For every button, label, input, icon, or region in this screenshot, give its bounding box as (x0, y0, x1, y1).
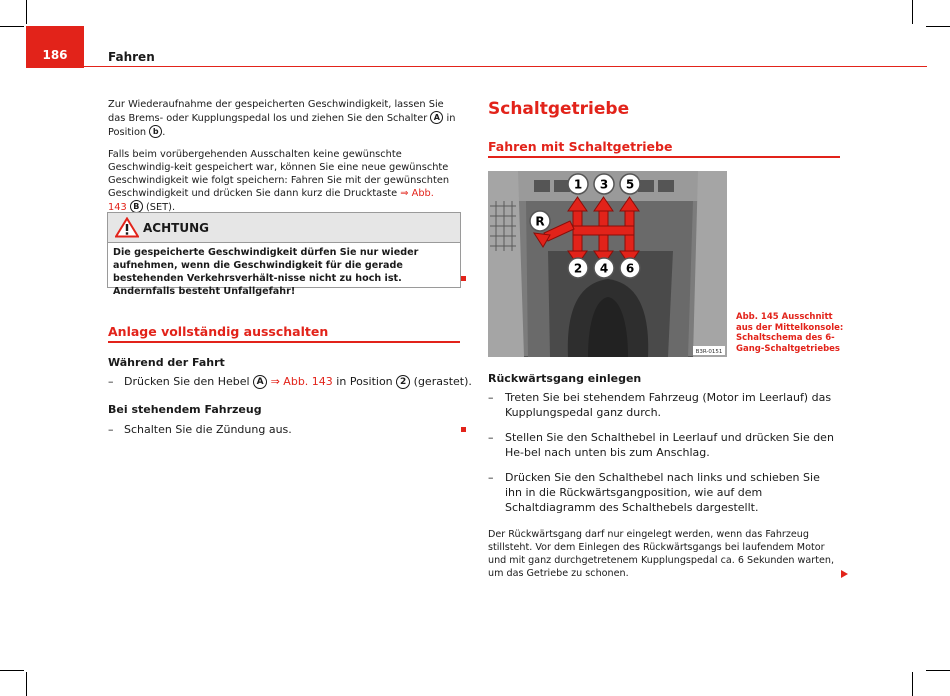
crop-mark (926, 26, 950, 27)
item-text: Treten Sie bei stehendem Fahrzeug (Motor im Leerlauf) das Kupplungspedal ganz durch. (505, 391, 832, 419)
paragraph-store (108, 148, 454, 214)
crop-mark (912, 0, 913, 24)
text: Zur Wiederaufnahme der gespeicherten Geschwindigkeit, lassen Sie das Brems- oder Kupplungspedal los und ziehen Sie den Schalter (108, 99, 444, 124)
paragraph-resume (108, 98, 460, 139)
section-rule (108, 341, 460, 343)
item-text: Schalten Sie die Zündung aus. (124, 423, 292, 436)
item-text (124, 374, 472, 389)
gear-label-3: 3 (599, 177, 609, 192)
subheading-reverse: Rückwärtsgang einlegen (488, 372, 642, 385)
gear-label-4: 4 (599, 261, 609, 276)
text: . (162, 127, 166, 138)
warning-title: ACHTUNG (143, 221, 209, 235)
page-number: 186 (42, 48, 68, 62)
warning-box (107, 212, 461, 297)
subheading-stationary: Bei stehendem Fahrzeug (108, 403, 262, 416)
figure-reference-link[interactable]: ⇒ Abb. 143 (108, 188, 434, 213)
list-item (488, 390, 840, 422)
warning-text: Die gespeicherte Geschwindigkeit dürfen Sie nur wieder aufnehmen, wenn die Geschwindigkeit für die gerade bestehenden Verkehrsverhält-nisse nicht zu hoch ist. Andernfalls besteht Unfallgefahr! (113, 247, 419, 297)
item-text: Stellen Sie den Schalthebel in Leerlauf und drücken Sie den He-bel nach unten bis zum Anschlag. (505, 431, 834, 459)
badge-b: B (130, 200, 143, 213)
badge-a: A (253, 375, 267, 389)
crop-mark (0, 26, 24, 27)
text: in Position (108, 113, 456, 138)
gear-label-6: 6 (625, 261, 635, 276)
header-rule (26, 66, 927, 67)
dash: – (108, 375, 114, 388)
text: (SET). (145, 202, 176, 213)
dash: – (108, 423, 114, 436)
dash: – (488, 431, 494, 444)
warning-header (108, 213, 460, 243)
dash: – (488, 471, 494, 484)
section-title: Anlage vollständig ausschalten (108, 324, 329, 339)
list-item (488, 430, 840, 462)
subheading-driving: Während der Fahrt (108, 356, 225, 369)
text: Drücken Sie den Hebel (124, 375, 250, 388)
running-header: Fahren (108, 50, 155, 64)
reverse-note: Der Rückwärtsgang darf nur eingelegt werden, wenn das Fahrzeug stillsteht. Vor dem Einlegen des Rückwärtsgangs bei laufendem Motor und mit ganz durchgetretenem Kupplungspedal ca. 6 Sekunden warten, um das Getriebe zu schonen. (488, 529, 835, 579)
next-page-arrow-icon (841, 570, 848, 578)
crop-mark (926, 670, 950, 671)
gear-label-reverse: R (535, 214, 545, 229)
chapter-title: Schaltgetriebe (488, 99, 630, 119)
badge-2: 2 (396, 375, 410, 389)
gearshift-illustration (488, 171, 727, 357)
gearshift-figure (488, 171, 727, 357)
text: (gerastet). (413, 375, 472, 388)
warning-triangle-icon (115, 217, 139, 238)
list-item (488, 470, 840, 518)
section-end-marker (461, 427, 466, 432)
badge-a: A (430, 111, 443, 124)
crop-mark (26, 672, 27, 696)
figure-reference-link[interactable]: ⇒ Abb. 143 (270, 375, 333, 388)
section-title: Fahren mit Schaltgetriebe (488, 139, 673, 154)
list-item (108, 374, 472, 390)
text: in Position (336, 375, 393, 388)
gear-label-5: 5 (625, 177, 635, 192)
gear-label-2: 2 (573, 261, 583, 276)
dash: – (488, 391, 494, 404)
section-end-marker (461, 276, 466, 281)
crop-mark (26, 0, 27, 24)
badge-b: b (149, 125, 162, 138)
text: Falls beim vorübergehenden Ausschalten keine gewünschte Geschwindig-keit gespeichert war, können Sie eine neue gewünschte Geschwindigkeit wie folgt speichern: Fahren Sie mit der gewünschten Geschwindigkeit und drücken Sie dann kurz die Drucktaste (108, 149, 450, 199)
item-text: Drücken Sie den Schalthebel nach links und schieben Sie ihn in die Rückwärtsgangposition, wie auf dem Schaltdiagramm des Schalthebels dargestellt. (505, 471, 820, 514)
list-item (108, 422, 460, 438)
crop-mark (0, 670, 24, 671)
crop-mark (912, 672, 913, 696)
figure-code: B3R-0151 (695, 349, 723, 355)
gear-label-1: 1 (573, 177, 583, 192)
figure-caption: Abb. 145 Ausschnitt aus der Mittelkonsole: Schaltschema des 6-Gang-Schaltgetriebes (736, 312, 844, 354)
section-rule (488, 156, 840, 158)
